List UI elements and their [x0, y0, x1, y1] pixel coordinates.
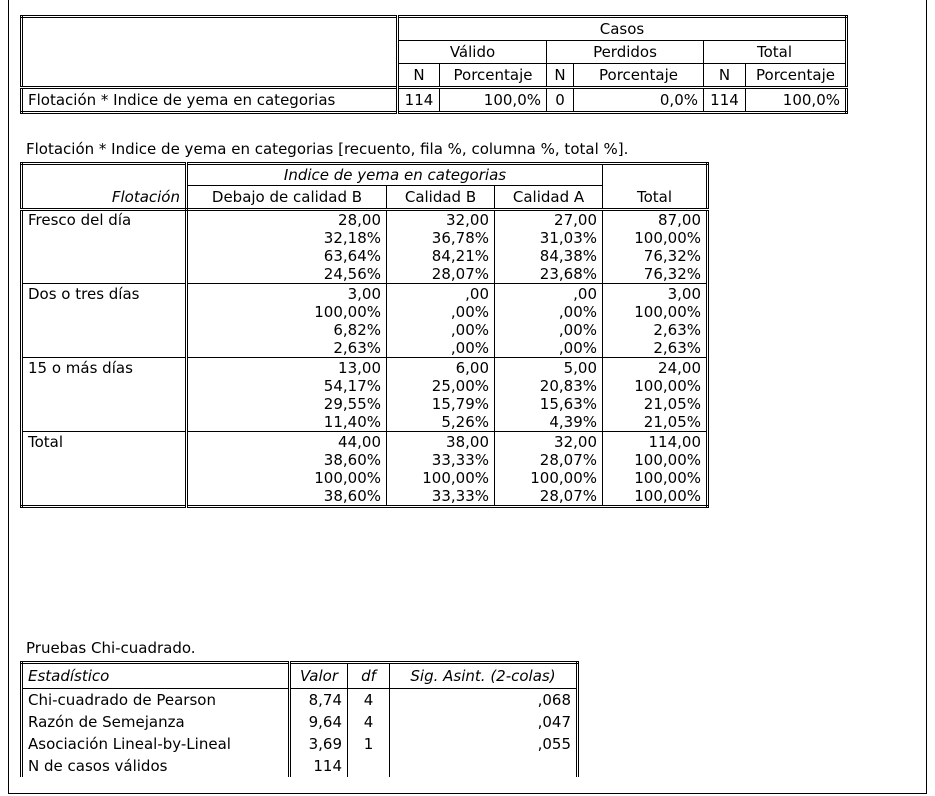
- crosstab-total-cell: 100,00%: [603, 229, 708, 247]
- sub-header-porcentaje: Porcentaje: [440, 64, 547, 88]
- row-category-label: [22, 413, 187, 432]
- column-header: Calidad B: [387, 186, 495, 210]
- crosstab-total-cell: 100,00%: [603, 451, 708, 469]
- crosstab-row: [22, 247, 708, 265]
- crosstab-cell: 6,82%: [187, 321, 387, 339]
- crosstab-row: [22, 229, 708, 247]
- crosstab-row: [22, 265, 708, 284]
- chi-value: [348, 755, 390, 777]
- crosstab-cell: 100,00%: [387, 469, 495, 487]
- crosstab-cell: ,00%: [495, 321, 603, 339]
- case-value: 0: [547, 88, 574, 113]
- crosstab-cell: ,00%: [495, 303, 603, 321]
- crosstab-row: [22, 487, 708, 507]
- row-category-label: [22, 229, 187, 247]
- chi-value: ,068: [390, 689, 578, 712]
- total-header-spacer: [603, 164, 708, 186]
- crosstab-row: [22, 469, 708, 487]
- chi-value: 1: [348, 733, 390, 755]
- crosstab-cell: 32,00: [387, 210, 495, 230]
- crosstab-total-cell: 21,05%: [603, 395, 708, 413]
- case-value: 100,0%: [440, 88, 547, 113]
- row-category-label: [22, 451, 187, 469]
- row-category-label: [22, 321, 187, 339]
- chi-value: 4: [348, 689, 390, 712]
- crosstab-total-cell: 100,00%: [603, 303, 708, 321]
- crosstab-cell: 38,60%: [187, 487, 387, 507]
- chi-header: Valor: [290, 663, 348, 689]
- crosstab-total-cell: 100,00%: [603, 469, 708, 487]
- crosstab-cell: 44,00: [187, 432, 387, 452]
- case-value: 100,0%: [746, 88, 847, 113]
- total-column-header: Total: [603, 186, 708, 210]
- crosstab-row: [22, 451, 708, 469]
- chi-square-row: [22, 711, 578, 733]
- crosstab-cell: 6,00: [387, 358, 495, 378]
- crosstab-cell: 11,40%: [187, 413, 387, 432]
- crosstab-cell: 28,07%: [387, 265, 495, 284]
- row-category-label: [22, 247, 187, 265]
- crosstab-row: [22, 303, 708, 321]
- crosstab-cell: 15,79%: [387, 395, 495, 413]
- crosstab-total-cell: 76,32%: [603, 247, 708, 265]
- crosstab-cell: 29,55%: [187, 395, 387, 413]
- row-category-label: 15 o más días: [22, 358, 187, 378]
- crosstab-cell: 33,33%: [387, 487, 495, 507]
- crosstab-cell: ,00: [495, 284, 603, 304]
- crosstab-cell: 24,56%: [187, 265, 387, 284]
- column-variable-header: Indice de yema en categorias: [187, 164, 603, 186]
- chi-square-row: [22, 689, 578, 712]
- chi-value: [390, 755, 578, 777]
- crosstab-cell: ,00: [387, 284, 495, 304]
- crosstab-cell: ,00%: [495, 339, 603, 358]
- crosstab-table: [20, 162, 709, 508]
- sub-header-porcentaje: Porcentaje: [574, 64, 704, 88]
- chi-value: 4: [348, 711, 390, 733]
- chi-value: 8,74: [290, 689, 348, 712]
- crosstab-total-cell: 24,00: [603, 358, 708, 378]
- chi-value: 114: [290, 755, 348, 777]
- sub-header-n: N: [704, 64, 746, 88]
- row-category-label: [22, 339, 187, 358]
- crosstab-total-cell: 87,00: [603, 210, 708, 230]
- crosstab-cell: 2,63%: [187, 339, 387, 358]
- crosstab-cell: 3,00: [187, 284, 387, 304]
- crosstab-cell: 5,26%: [387, 413, 495, 432]
- crosstab-total-cell: 2,63%: [603, 321, 708, 339]
- row-category-label: Total: [22, 432, 187, 452]
- crosstab-title: Flotación * Indice de yema en categorias [recuento, fila %, columna %, total %].: [26, 140, 629, 158]
- row-category-label: Fresco del día: [22, 210, 187, 230]
- chi-statistic-label: N de casos válidos: [22, 755, 290, 777]
- crosstab-cell: 33,33%: [387, 451, 495, 469]
- row-category-label: [22, 395, 187, 413]
- crosstab-cell: 100,00%: [187, 303, 387, 321]
- row-category-label: [22, 303, 187, 321]
- case-row-label: Flotación * Indice de yema en categorias: [22, 88, 398, 113]
- chi-header: Sig. Asint. (2-colas): [390, 663, 578, 689]
- crosstab-total-cell: 100,00%: [603, 377, 708, 395]
- crosstab-total-cell: 76,32%: [603, 265, 708, 284]
- chi-value: ,055: [390, 733, 578, 755]
- row-category-label: [22, 487, 187, 507]
- crosstab-total-cell: 3,00: [603, 284, 708, 304]
- crosstab-cell: 100,00%: [187, 469, 387, 487]
- crosstab-cell: 13,00: [187, 358, 387, 378]
- crosstab-cell: 32,00: [495, 432, 603, 452]
- crosstab-row: [22, 432, 708, 452]
- row-variable-header: Flotación: [22, 186, 187, 210]
- group-header-total: Total: [704, 41, 847, 64]
- group-header-valido: Válido: [398, 41, 547, 64]
- chi-value: 3,69: [290, 733, 348, 755]
- row-category-label: Dos o tres días: [22, 284, 187, 304]
- crosstab-cell: ,00%: [387, 303, 495, 321]
- crosstab-row: [22, 413, 708, 432]
- column-header: Debajo de calidad B: [187, 186, 387, 210]
- output-viewer-pane: [8, 0, 927, 794]
- sub-header-n: N: [547, 64, 574, 88]
- crosstab-row: [22, 339, 708, 358]
- crosstab-cell: 54,17%: [187, 377, 387, 395]
- chi-value: ,047: [390, 711, 578, 733]
- chi-statistic-label: Razón de Semejanza: [22, 711, 290, 733]
- crosstab-row: [22, 210, 708, 230]
- row-category-label: [22, 265, 187, 284]
- crosstab-total-cell: 21,05%: [603, 413, 708, 432]
- crosstab-total-cell: 100,00%: [603, 487, 708, 507]
- crosstab-total-cell: 2,63%: [603, 339, 708, 358]
- chi-square-row: [22, 755, 578, 777]
- case-summary-corner: [22, 17, 398, 88]
- crosstab-cell: 20,83%: [495, 377, 603, 395]
- crosstab-row: [22, 395, 708, 413]
- row-category-label: [22, 469, 187, 487]
- sub-header-porcentaje: Porcentaje: [746, 64, 847, 88]
- sub-header-n: N: [398, 64, 440, 88]
- crosstab-cell: 23,68%: [495, 265, 603, 284]
- crosstab-cell: 84,38%: [495, 247, 603, 265]
- case-value: 114: [704, 88, 746, 113]
- crosstab-cell: 38,60%: [187, 451, 387, 469]
- chi-square-title: Pruebas Chi-cuadrado.: [26, 639, 196, 657]
- chi-value: 9,64: [290, 711, 348, 733]
- chi-header: Estadístico: [22, 663, 290, 689]
- crosstab-cell: 28,00: [187, 210, 387, 230]
- crosstab-cell: ,00%: [387, 321, 495, 339]
- crosstab-cell: 28,07%: [495, 487, 603, 507]
- crosstab-cell: 63,64%: [187, 247, 387, 265]
- crosstab-cell: 15,63%: [495, 395, 603, 413]
- column-header: Calidad A: [495, 186, 603, 210]
- row-category-label: [22, 377, 187, 395]
- crosstab-cell: 32,18%: [187, 229, 387, 247]
- case-value: 0,0%: [574, 88, 704, 113]
- crosstab-row: [22, 377, 708, 395]
- group-header-perdidos: Perdidos: [547, 41, 704, 64]
- crosstab-cell: 28,07%: [495, 451, 603, 469]
- crosstab-row: [22, 358, 708, 378]
- crosstab-cell: 25,00%: [387, 377, 495, 395]
- case-value: 114: [398, 88, 440, 113]
- crosstab-cell: 100,00%: [495, 469, 603, 487]
- chi-header: df: [348, 663, 390, 689]
- crosstab-row: [22, 284, 708, 304]
- chi-square-table: [20, 661, 579, 777]
- crosstab-cell: 38,00: [387, 432, 495, 452]
- crosstab-cell: 36,78%: [387, 229, 495, 247]
- crosstab-cell: 31,03%: [495, 229, 603, 247]
- crosstab-row: [22, 321, 708, 339]
- crosstab-cell: 84,21%: [387, 247, 495, 265]
- crosstab-cell: ,00%: [387, 339, 495, 358]
- case-summary-table: [20, 15, 848, 114]
- casos-header: Casos: [398, 17, 847, 41]
- crosstab-cell: 4,39%: [495, 413, 603, 432]
- chi-statistic-label: Asociación Lineal-by-Lineal: [22, 733, 290, 755]
- crosstab-total-cell: 114,00: [603, 432, 708, 452]
- crosstab-corner: [22, 164, 187, 186]
- crosstab-cell: 27,00: [495, 210, 603, 230]
- crosstab-cell: 5,00: [495, 358, 603, 378]
- chi-square-row: [22, 733, 578, 755]
- chi-statistic-label: Chi-cuadrado de Pearson: [22, 689, 290, 712]
